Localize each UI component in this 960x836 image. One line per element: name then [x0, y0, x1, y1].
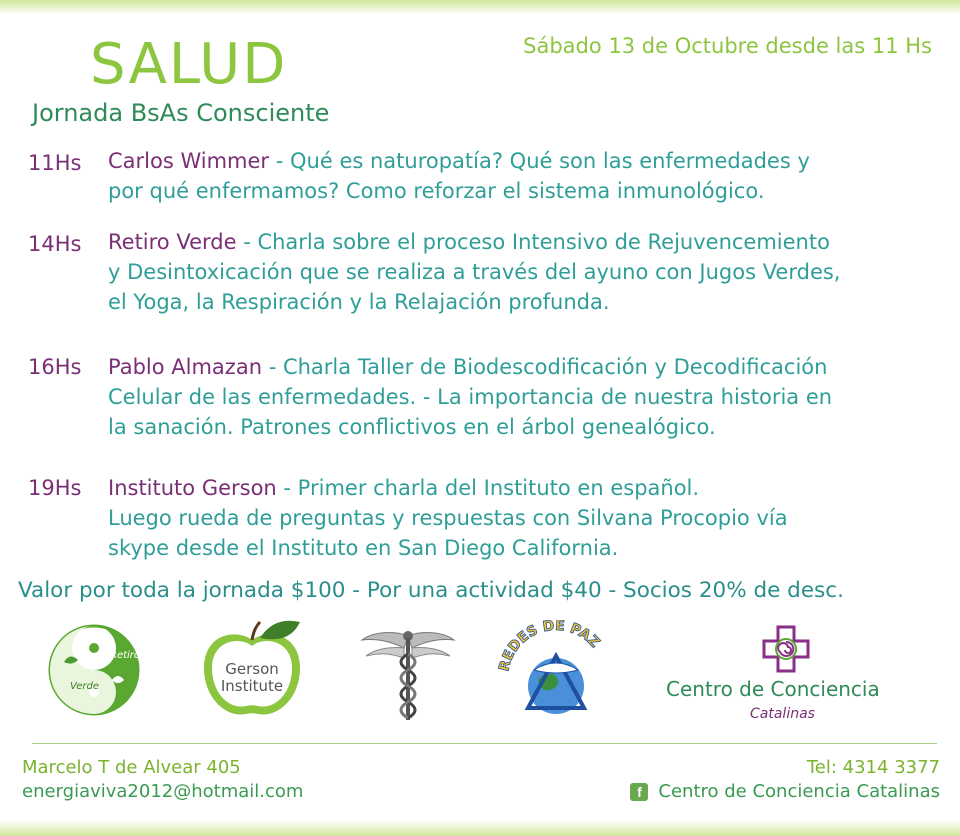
schedule-item: [108, 352, 832, 442]
schedule-item: [108, 146, 810, 206]
facebook-label: Centro de Conciencia Catalinas: [658, 781, 940, 802]
schedule-line: la sanación. Patrones conflictivos en el árbol genealógico.: [108, 415, 716, 439]
facebook-icon: f: [630, 783, 648, 801]
centro-name: Centro de Conciencia: [666, 677, 880, 701]
speaker-name: Carlos Wimmer: [108, 149, 270, 173]
footer-divider: [32, 743, 937, 744]
event-date: Sábado 13 de Octubre desde las 11 Hs: [523, 34, 932, 58]
caduceus-logo: [358, 624, 458, 722]
retiro-verde-logo: [46, 622, 142, 718]
schedule-line: y Desintoxicación que se realiza a través del ayuno con Jugos Verdes,: [108, 260, 841, 284]
schedule-line: Luego rueda de preguntas y respuestas con Silvana Procopio vía: [108, 506, 788, 530]
retiro-top-label: Retiro: [110, 650, 141, 661]
page-subtitle: Jornada BsAs Consciente: [32, 99, 330, 127]
retiro-bottom-label: Verde: [70, 681, 100, 692]
centro-conciencia-icon: [761, 624, 811, 674]
schedule-time: 11Hs: [28, 151, 82, 175]
gerson-institute-logo: [196, 616, 308, 724]
gerson-label-2: Institute: [220, 677, 284, 695]
schedule-item: [108, 227, 840, 317]
redes-label-path: REDES DE PAZ: [496, 620, 603, 673]
speaker-name: Retiro Verde: [108, 230, 237, 254]
schedule-time: 14Hs: [28, 232, 82, 256]
facebook-link[interactable]: [630, 780, 940, 804]
schedule-line: - Primer charla del Instituto en español.: [276, 476, 700, 500]
schedule-line: - Charla sobre el proceso Intensivo de Rejuvencemiento: [236, 230, 830, 254]
schedule-line: Celular de las enfermedades. - La importancia de nuestra historia en: [108, 385, 833, 409]
top-band: [0, 0, 960, 14]
schedule-line: - Qué es naturopatía? Qué son las enfermedades y: [269, 149, 810, 173]
schedule-line: - Charla Taller de Biodescodificación y Decodificación: [262, 355, 828, 379]
schedule-line: por qué enfermamos? Como reforzar el sistema inmunológico.: [108, 179, 765, 203]
centro-subtitle: Catalinas: [750, 706, 815, 722]
schedule-time: 16Hs: [28, 355, 82, 379]
speaker-name: Instituto Gerson: [108, 476, 277, 500]
gerson-label-1: Gerson: [225, 660, 279, 678]
schedule-line: el Yoga, la Respiración y la Relajación profunda.: [108, 290, 610, 314]
bottom-band: [0, 820, 960, 836]
footer-phone: Tel: 4314 3377: [806, 757, 940, 778]
speaker-name: Pablo Almazan: [108, 355, 263, 379]
schedule-time: 19Hs: [28, 476, 82, 500]
footer-address: Marcelo T de Alvear 405: [22, 757, 241, 778]
schedule-item: [108, 473, 788, 563]
schedule-line: skype desde el Instituto en San Diego California.: [108, 536, 619, 560]
footer-email[interactable]: energiaviva2012@hotmail.com: [22, 781, 304, 802]
price-info: Valor por toda la jornada $100 - Por una actividad $40 - Socios 20% de desc.: [18, 578, 844, 603]
redes-de-paz-logo: [494, 620, 618, 720]
page-title: SALUD: [90, 32, 288, 97]
